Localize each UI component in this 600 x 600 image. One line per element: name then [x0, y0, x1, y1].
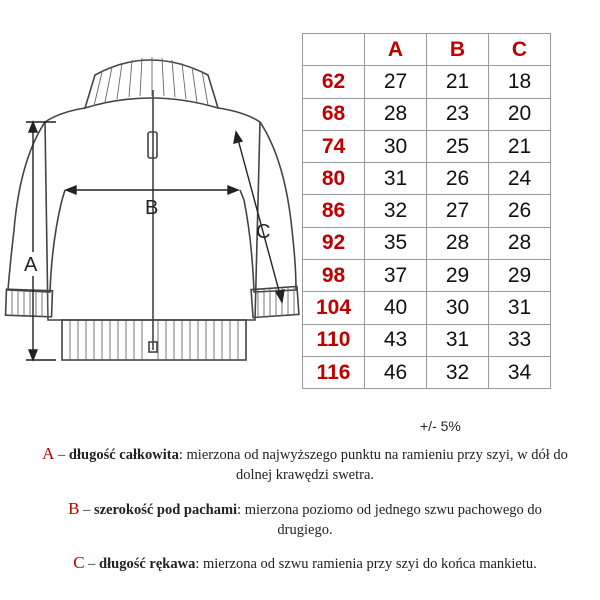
legend-c-term: długość rękawa: [99, 556, 196, 572]
size-cell: 86: [303, 195, 365, 227]
size-cell: 98: [303, 260, 365, 292]
value-b-cell: 23: [427, 98, 489, 130]
value-c-cell: 24: [489, 163, 551, 195]
table-row: [303, 292, 551, 324]
table-row: [303, 195, 551, 227]
table-row: [303, 227, 551, 259]
value-a-cell: 43: [365, 324, 427, 356]
size-cell: 74: [303, 130, 365, 162]
size-cell: 80: [303, 163, 365, 195]
value-a-cell: 31: [365, 163, 427, 195]
value-c-cell: 33: [489, 324, 551, 356]
column-header-a: A: [365, 34, 427, 66]
table-row: [303, 98, 551, 130]
size-cell: 62: [303, 66, 365, 98]
left-cuff: [6, 289, 53, 317]
size-cell: 104: [303, 292, 365, 324]
value-c-cell: 31: [489, 292, 551, 324]
waistband: [62, 320, 246, 360]
legend-a-letter: A: [42, 444, 55, 463]
legend-c-text: : mierzona od szwu ramienia przy szyi do końca mankietu.: [195, 556, 537, 572]
value-c-cell: 21: [489, 130, 551, 162]
value-c-cell: 26: [489, 195, 551, 227]
value-c-cell: 29: [489, 260, 551, 292]
column-header-b: B: [427, 34, 489, 66]
legend-b: [40, 499, 570, 540]
value-c-cell: 20: [489, 98, 551, 130]
dimension-a-label: A: [24, 254, 38, 276]
legend-b-dash: –: [79, 502, 94, 518]
value-b-cell: 28: [427, 227, 489, 259]
column-header-c: C: [489, 34, 551, 66]
value-c-cell: 18: [489, 66, 551, 98]
tolerance-note: +/- 5%: [420, 418, 461, 434]
table-row: [303, 324, 551, 356]
value-c-cell: 34: [489, 356, 551, 388]
size-cell: 116: [303, 356, 365, 388]
size-cell: 68: [303, 98, 365, 130]
legend-a-dash: –: [54, 447, 69, 463]
value-b-cell: 29: [427, 260, 489, 292]
value-c-cell: 28: [489, 227, 551, 259]
dimension-c-label: C: [256, 221, 271, 243]
table-header-row: [303, 34, 551, 66]
table-row: [303, 356, 551, 388]
value-a-cell: 46: [365, 356, 427, 388]
value-b-cell: 25: [427, 130, 489, 162]
legend-a-text: : mierzona od najwyższego punktu na ramieniu przy szyi, w dół do dolnej krawędzi swetra.: [178, 447, 568, 483]
waistband-ribbing: [70, 321, 238, 359]
legend-b-letter: B: [68, 499, 80, 518]
value-a-cell: 32: [365, 195, 427, 227]
value-a-cell: 40: [365, 292, 427, 324]
size-cell: 110: [303, 324, 365, 356]
table-row: [303, 66, 551, 98]
legend-b-term: szerokość pod pachami: [93, 502, 238, 518]
legend-a-term: długość całkowita: [68, 447, 179, 463]
value-a-cell: 35: [365, 227, 427, 259]
legend-c-dash: –: [84, 556, 100, 572]
sweater-diagram: [0, 40, 310, 370]
value-a-cell: 37: [365, 260, 427, 292]
value-b-cell: 30: [427, 292, 489, 324]
value-b-cell: 32: [427, 356, 489, 388]
size-table: [302, 33, 551, 389]
table-row: [303, 163, 551, 195]
value-b-cell: 26: [427, 163, 489, 195]
legend-a: [40, 444, 570, 485]
right-sleeve: [240, 122, 296, 292]
legend-c: [40, 553, 570, 574]
dimension-b-label: B: [145, 197, 159, 219]
table-row: [303, 130, 551, 162]
legend-c-letter: C: [73, 553, 85, 572]
table-row: [303, 260, 551, 292]
value-b-cell: 31: [427, 324, 489, 356]
left-cuff-ribbing: [12, 291, 48, 317]
value-b-cell: 21: [427, 66, 489, 98]
value-a-cell: 28: [365, 98, 427, 130]
table-corner-cell: [303, 34, 365, 66]
legend-b-text: : mierzona poziomo od jednego szwu pachowego do drugiego.: [237, 502, 542, 538]
value-a-cell: 30: [365, 130, 427, 162]
value-b-cell: 27: [427, 195, 489, 227]
value-a-cell: 27: [365, 66, 427, 98]
size-cell: 92: [303, 227, 365, 259]
